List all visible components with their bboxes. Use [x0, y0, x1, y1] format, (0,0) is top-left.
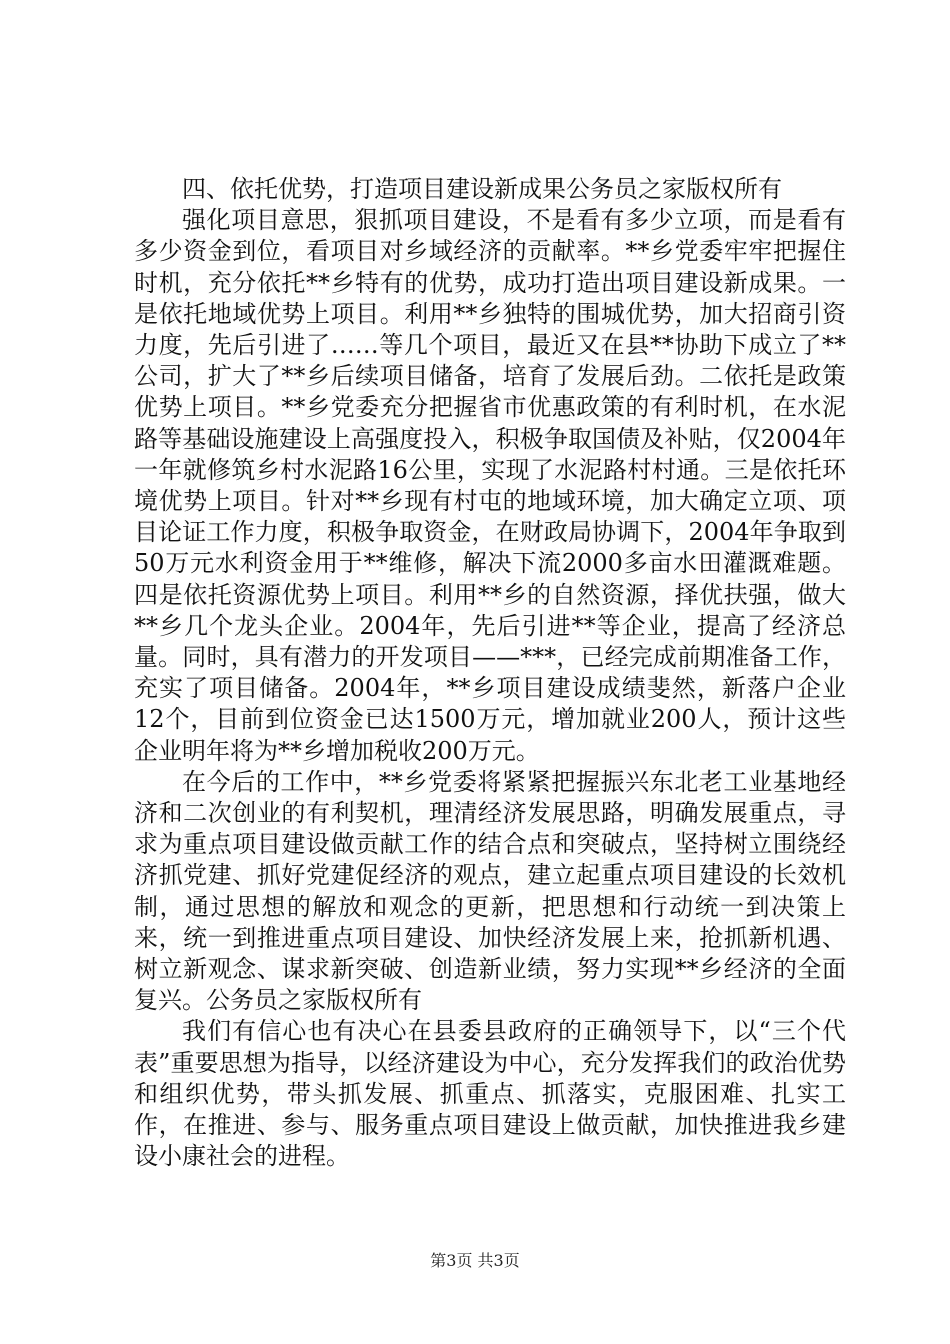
document-body — [134, 174, 846, 1173]
body-paragraph: 在今后的工作中，**乡党委将紧紧把握振兴东北老工业基地经济和二次创业的有利契机，理清经济发展思路，明确发展重点，寻求为重点项目建设做贡献工作的结合点和突破点，坚持树立围绕经济抓党建、抓好党建促经济的观点，建立起重点项目建设的长效机制，通过思想的解放和观念的更新，把思想和行动统一到决策上来，统一到推进重点项目建设、加快经济发展上来，抢抓新机遇、树立新观念、谋求新突破、创造新业绩，努力实现**乡经济的全面复兴。公务员之家版权所有 — [134, 767, 846, 1015]
body-paragraph: 强化项目意思，狠抓项目建设，不是看有多少立项，而是看有多少资金到位，看项目对乡域经济的贡献率。**乡党委牢牢把握住时机，充分依托**乡特有的优势，成功打造出项目建设新成果。一是依托地域优势上项目。利用**乡独特的围城优势，加大招商引资力度，先后引进了……等几个项目，最近又在县**协助下成立了**公司，扩大了**乡后续项目储备，培育了发展后劲。二依托是政策优势上项目。**乡党委充分把握省市优惠政策的有利时机，在水泥路等基础设施建设上高强度投入，积极争取国债及补贴，仅2004年一年就修筑乡村水泥路16公里，实现了水泥路村村通。三是依托环境优势上项目。针对**乡现有村屯的地域环境，加大确定立项、项目论证工作力度，积极争取资金，在财政局协调下，2004年争取到50万元水利资金用于**维修，解决下流2000多亩水田灌溉难题。四是依托资源优势上项目。利用**乡的自然资源，择优扶强，做大**乡几个龙头企业。2004年，先后引进**等企业，提高了经济总量。同时，具有潜力的开发项目——***，已经完成前期准备工作，充实了项目储备。2004年，**乡项目建设成绩斐然，新落户企业12个，目前到位资金已达1500万元，增加就业200人，预计这些企业明年将为**乡增加税收200万元。 — [134, 206, 846, 765]
page-footer: 第3页 共3页 — [430, 1251, 520, 1270]
body-paragraph: 我们有信心也有决心在县委县政府的正确领导下，以“三个代表”重要思想为指导，以经济建设为中心，充分发挥我们的政治优势和组织优势，带头抓发展、抓重点、抓落实，克服困难、扎实工作，在推进、参与、服务重点项目建设上做贡献，加快推进我乡建设小康社会的进程。 — [134, 1017, 846, 1171]
section-heading: 四、依托优势，打造项目建设新成果公务员之家版权所有 — [182, 175, 782, 203]
